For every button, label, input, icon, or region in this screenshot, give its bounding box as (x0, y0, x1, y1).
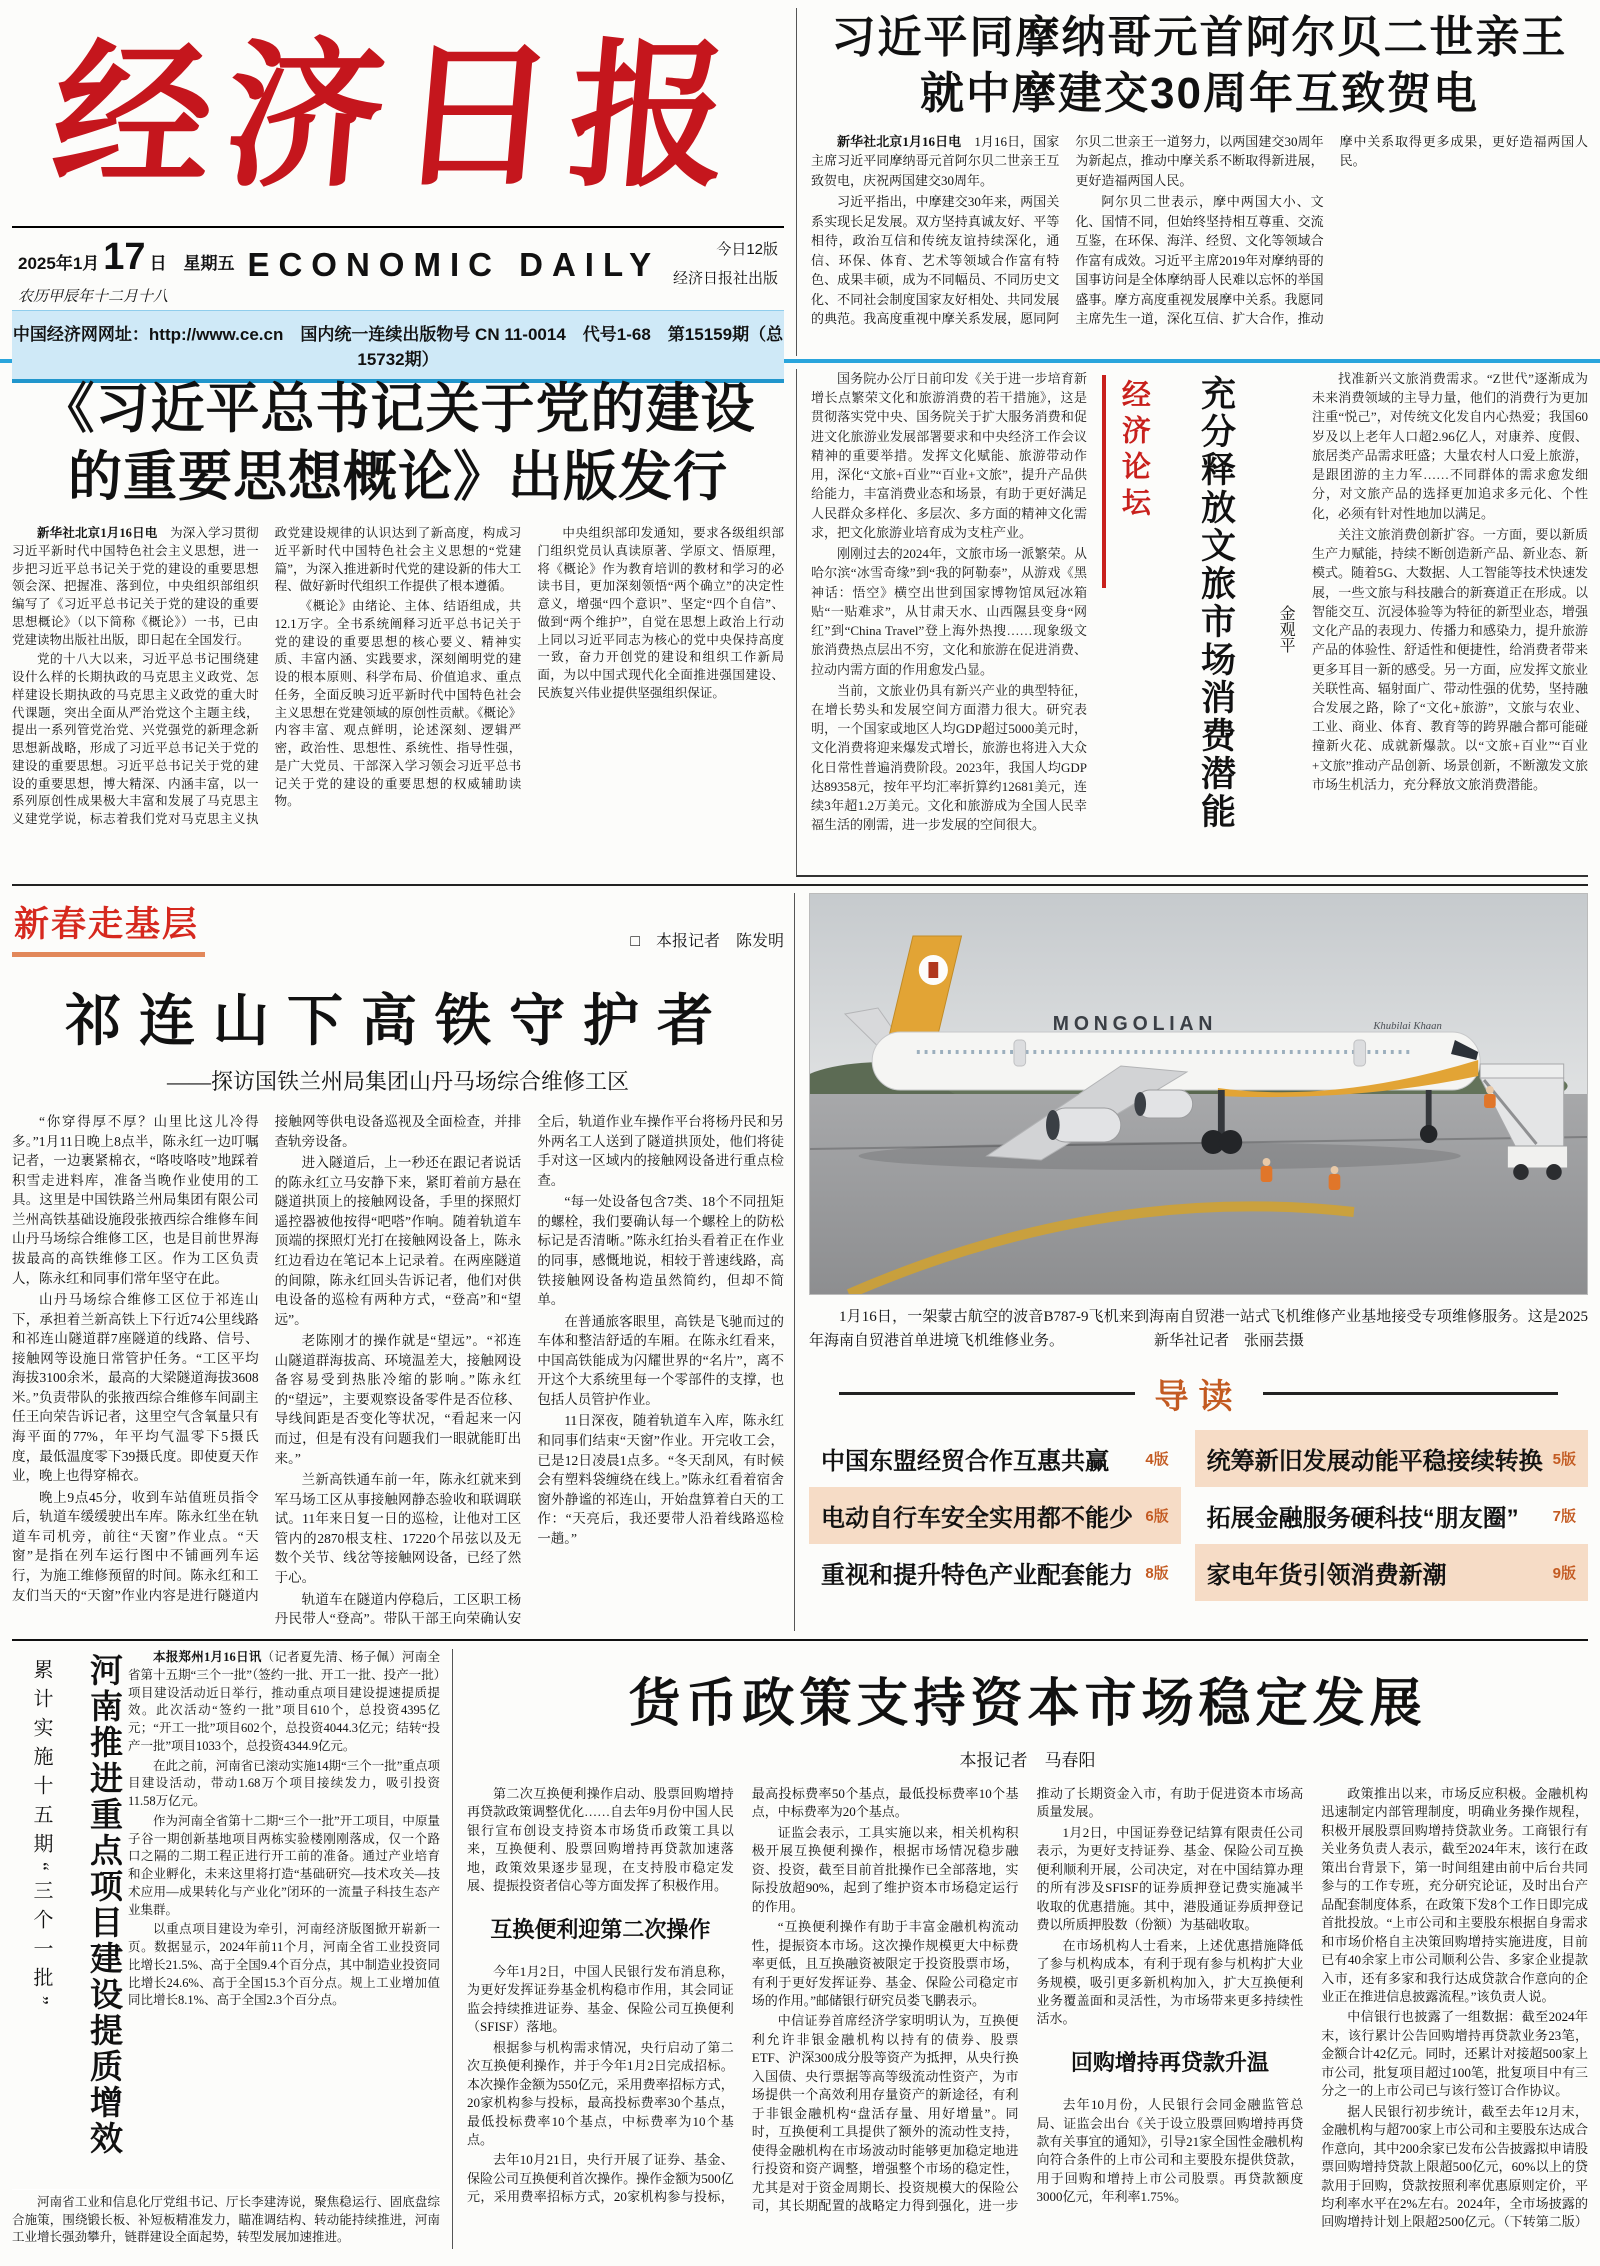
paragraph: 阿尔贝二世表示，摩中两国大小、文化、国情不同，但始终坚持相互尊重、交流互鉴，在环保、海洋、经贸、文化等领域合作富有成效。习近平主席2019年对摩纳哥的国事访问是全体摩纳哥人民难以忘怀的举国盛事。摩方高度重视发展摩中关系。我愿同主席先生一道，深化互信、扩大合作，推动摩中关系取得更多成果，更好造福两国人民。 (1075, 133, 1588, 327)
pages-today: 今日12版 (716, 241, 778, 258)
byline: 本报记者 马春阳 (959, 1751, 1096, 1770)
paragraph: 去年10月21日，央行开展了证券、基金、保险公司互换便利首次操作。操作金额为500亿元，采用费率招标方式，20家机构参与投标，最高投标费率50个基点，最低投标费率10个基点，中标费率为20个基点。 (467, 1786, 1019, 2205)
page-number: 4版 (1145, 1451, 1169, 1468)
news-photo-airplane (809, 893, 1588, 1295)
article-body (128, 1649, 440, 2189)
headline-line1: 《习近平总书记关于党的建设 (40, 379, 756, 439)
forum-author: 金观平 (1277, 605, 1295, 653)
paragraph: 据人民银行初步统计，截至去年12月末，金融机构与超700家上市公司和主要股东达成合作意向，其中200余家已发布公告披露拟申请股票回购增持贷款上限超500亿元，60%以上的贷款用于回购，贷款按照利率优惠原则定价，平均利率水平在2%左右。2024年，全市场披露的回购增持计划上限超2500亿元。（下转第二版） (1321, 2103, 1588, 2230)
paragraph: 作为河南全省第十二期“三个一批”开工项目，中原量子谷一期创新基地项目两栋实验楼刚刚落成，仅一个路口之隔的二期工程正进行开工前的准备。通过产业培育和企业孵化，未来这里将打造“基础研究—技术攻关—技术应用—成果转化与产业化”闭环的一流量子科技生态产业集群。 (128, 1813, 440, 1917)
photo-caption: 1月16日，一架蒙古航空的波音B787-9飞机来到海南自贸港一站式飞机维修产业基地接受专项维修服务。这是2025年海南自贸港首单进境飞机维修业务。 新华社记者 张丽芸摄 (809, 1305, 1588, 1353)
page-number: 5版 (1552, 1451, 1576, 1468)
paragraph: 《概论》由绪论、主体、结语组成，共12.1万字。全书系统阐释习近平总书记关于党的建设的重要思想的核心要义、精神实质、丰富内涵、实践要求，深刻阐明党的建设的根本原则、科学布局、价值追求、重点任务，全面反映习近平新时代中国特色社会主义思想在党建领域的原创性贡献。《概论》内容丰富、观点鲜明，论述深刻、逻辑严密，政治性、思想性、系统性、指导性强，是广大党员、干部深入学习领会习近平总书记关于党的建设的重要思想的权威辅助读物。 (274, 599, 522, 809)
rule-right (1263, 1392, 1559, 1395)
paragraph: 政策推出以来，市场反应积极。金融机构迅速制定内部管理制度，明确业务操作规程，积极开展股票回购增持贷款业务。工商银行有关业务负责人表示，截至2024年末，该行在政策出台背景下，第一时间组建由前中后台共同参与的工作专班，充分研究论证，及时出台产品配套制度体系，在政策下发8个工作日即完成首批投放。“上市公司和主要股东根据自身需求和市场价格自主决策回购增持实施进度，目前已有40余家上市公司顺利公告、多家企业提款入市，还有多家和我行达成贷款合作意向的企业正在推进信息披露流程。”该负责人说。 (1321, 1786, 1588, 2004)
airplane-illustration (810, 894, 1587, 1294)
article-headline: 祁连山下高铁守护者 (65, 991, 731, 1053)
lead-body (12, 525, 784, 843)
date-prefix: 2025年1月 (18, 254, 100, 273)
paragraph: 中央组织部印发通知，要求各级组织部门组织党员认真读原著、学原文、悟原理，将《概论》作为教育培训的教材和学习的必读书目，更加深刻领悟“两个确立”的决定性意义，增强“四个意识”、坚定“四个自信”、做到“两个维护”，自觉在思想上政治上行动上同以习近平同志为核心的党中央保持高度一致，奋力开创党的建设和组织工作新局面，为以中国式现代化全面推进强国建设、民族复兴伟业提供坚强组织保证。 (537, 526, 784, 700)
section-b (12, 893, 1588, 1631)
front-door (1354, 1040, 1366, 1066)
paragraph: 以重点项目建设为牵引，河南经济版图掀开崭新一页。数据显示，2024年前11个月，河南全省工业投资同比增长21.5%、高于全国9.4个百分点，其中制造业投资同比增长24.6%、高于全国15.3个百分点。规上工业增加值同比增长8.1%、高于全国2.3个百分点。 (128, 1922, 440, 2008)
dateline-lead: 新华社北京1月16日电 (37, 526, 158, 541)
guide-item[interactable]: 统筹新旧发展动能平稳接续转换 5版 (1195, 1430, 1588, 1487)
paragraph: 进入隧道后，上一秒还在跟记者说话的陈永红立马安静下来，紧盯着前方悬在隧道拱顶上的接触网设备，手里的探照灯遥控器被他按得“吧嗒”作响。随着轨道车顶端的探照灯光打在接触网设备上，陈永红边看边在笔记本上记录着。在两座隧道的间隙，陈永红回头告诉记者，他们对供电设备的巡检有两种方式，“登高”和“望远”。 (274, 1155, 522, 1327)
paragraph: 在市场机构人士看来，上述优惠措施降低了参与机构成本，有利于现有参与机构扩大业务规模，吸引更多新机构加入，扩大互换便利业务覆盖面和灵活性，为市场带来更多持续性活水。 (1036, 1937, 1304, 2027)
engine-outer-intake (1046, 1110, 1060, 1140)
reading-guide (809, 1369, 1588, 1601)
paragraph: 在此之前，河南省已滚动实施14期“三个一批”重点项目建设活动，带动1.68万个项目接续发力，吸引投资11.58万亿元。 (128, 1758, 440, 1808)
byline: □ 本报记者 陈发明 (630, 933, 784, 950)
edition-info (673, 236, 778, 293)
paragraph: 河南省工业和信息化厅党组书记、厅长李建涛说，聚焦稳运行、固底盘综合施策，围绕锻长板、补短板精准发力，瞄准调结构、转动能持续推进，河南工业增长强劲攀升，链群建设全面起势，转型发展加速推进。 (12, 2194, 440, 2245)
guide-item[interactable]: 家电年货引领消费新潮 9版 (1195, 1544, 1588, 1601)
henan-layout (12, 1649, 440, 2189)
article-headline: 货币政策支持资本市场稳定发展 (628, 1675, 1427, 1733)
headline-line1: 习近平同摩纳哥元首阿尔贝二世亲王 (831, 13, 1568, 62)
paragraph: 关注文旅消费创新扩容。一方面，要以新质生产力赋能，持续不断创造新产品、新业态、新模式。随着5G、大数据、人工智能等技术快速发展，一些文旅与科技融合的新赛道正在形成。以智能交互、沉浸体验等为特征的新型业态，增强文化产品的表现力、传播力和感染力，提升旅游产品的体验性、舒适性和便捷性，给消费者带来更多耳目一新的感受。另一方面，应发挥文旅业关联性高、辐射面广、带动性强的优势，坚持融合发展之路，除了“文化+旅游”，文旅与农业、工业、商业、体育、教育等的跨界融合都可能碰撞新火花、成就新爆款。以“文旅+百业”“百业+文旅”推动产品创新、场景创新，不断激发文旅市场生机活力，充分释放文旅消费潜能。 (1312, 526, 1588, 792)
paragraph: 新华社北京1月16日电 为深入学习贯彻习近平新时代中国特色社会主义思想，进一步把习近平总书记关于党的建设的重要思想领会深、把握准、落到位，中央组织部组织编写了《习近平总书记关于党的建设的重要思想概论》（以下简称《概论》）一书，已由党建读物出版社出版，即日起在全国发行。 (12, 526, 259, 647)
publication-info-bar: 中国经济网网址：http://www.ce.cn 国内统一连续出版物号 CN 11-0014 代号1-68 第15159期（总15732期） (12, 310, 784, 383)
newspaper-logo: 经济日报 (45, 24, 751, 209)
headline-line2: 的重要思想概论》出版发行 (68, 447, 728, 508)
guide-items (809, 1430, 1588, 1601)
article-body (467, 1785, 1588, 2233)
lead-headline (12, 375, 784, 511)
article-monetary-policy (452, 1649, 1588, 2249)
dateline-lead: 本报郑州1月16日讯 (153, 1650, 262, 1664)
guide-title: 导读 (1154, 1378, 1243, 1416)
paragraph: 新华社北京1月16日电 1月16日，国家主席习近平同摩纳哥元首阿尔贝二世亲王互致贺电，庆祝两国建交30周年。 (811, 133, 1060, 188)
section-a (12, 369, 1588, 877)
headline-line2: 就中摩建交30周年互致贺电 (920, 68, 1479, 118)
paragraph: 习近平指出，中摩建交30年来，两国关系实现长足发展。双方坚持真诚友好、平等相待，政治互信和传统友谊持续深化，通信、环保、体育、艺术等领域合作富有特色、成果丰硕，成为不同幅员、不同历史文化、不同社会制度国家友好相处、共同发展的典范。我高度重视中摩关系发展，愿同阿尔贝二世亲王一道努力，以两国建交30周年为新起点，推动中摩关系不断取得新进展，更好造福两国人民。 (811, 133, 1324, 327)
guide-title-row (839, 1369, 1558, 1418)
engine-inner-intake (1134, 1092, 1146, 1116)
vertical-headline: 河南推进重点项目建设提质增效 (86, 1653, 123, 2157)
forum-column-2 (1312, 369, 1588, 865)
guide-item[interactable]: 中国东盟经贸合作互惠共赢 4版 (821, 1448, 1169, 1475)
header (12, 8, 1588, 369)
nose-gear-strut (1426, 1090, 1432, 1128)
english-title: ECONOMIC DAILY (247, 246, 661, 283)
main-gear-strut (1218, 1090, 1225, 1136)
paragraph: “互换便利操作有助于丰富金融机构流动性，提振资本市场。这次操作规模更大中标费率更低，且互换融资被限定于投资股票市场，有利于更好发挥证券、基金、保险公司稳定市场的作用。”邮储银行研究员娄飞鹏表示。 (751, 1919, 1019, 2008)
article-footer-paragraph (12, 2189, 440, 2249)
fuselage (872, 1032, 1480, 1090)
subheading-swap-facility: 互换便利迎第二次操作 (490, 1916, 711, 1942)
article-headline (811, 10, 1588, 122)
photo-credit: 新华社记者 张丽芸摄 (1154, 1333, 1305, 1349)
paragraph: “每一处设备包含7类、18个不同扭矩的螺栓，我们要确认每一个螺栓上的防松标记是否清晰。”陈永红抬头看着正在作业的同事，感慨地说，相较于普速线路，高铁接触网设备构造虽然简约，但却不简单。 (537, 1194, 784, 1308)
forum-title-block (1087, 369, 1312, 865)
paragraph: 国务院办公厅日前印发《关于进一步培育新增长点繁荣文化和旅游消费的若干措施》，这是贯彻落实党中央、国务院关于扩大服务消费和促进文化旅游业发展部署要求和中央经济工作会议精神的重要举措。发挥文化赋能、旅游带动作用，深化“文旅+百业”“百业+文旅”，提升产品供给能力，丰富消费业态和场景，有助于更好满足人民群众多样化、多层次、多方面的精神文化需求，把文化旅游业培育成为支柱产业。 (811, 371, 1087, 540)
paragraph: 1月2日，中国证券登记结算有限责任公司表示，为更好支持证券、基金、保险公司互换便利顺利开展，公司决定，对在中国结算办理的所有涉及SFISF的证券质押登记费实施减半收取的优惠措施。其中，港股通证券质押登记费以所质押股数（份额）为基础收取。 (1036, 1824, 1304, 1933)
subheading-buyback-loans: 回购增持再贷款升温 (1070, 2049, 1269, 2075)
date-suffix: 日 星期五 (149, 254, 235, 273)
engine-outer (1049, 1108, 1121, 1142)
paragraph: 11日深夜，随着轨道车入库，陈永红和同事们结束“天窗”作业。开完收工会，已是12日凌晨1点多。“冬天刮风，有时候会有塑料袋缠绕在线上。”陈永红看着宿舍窗外静谧的祁连山，开始盘算着白天的工作：“天亮后，我还要带人沿着线路巡检一趟。” (537, 1413, 784, 1546)
paragraph: 证监会表示，工具实施以来，相关机构积极开展互换便利操作，根据市场情况稳步融资、投资，截至目前首批操作已全部落地，实际投放超90%，起到了维护资本市场稳定运行的作用。 (751, 1824, 1019, 1914)
nose-gear-wheel (1420, 1125, 1437, 1143)
paragraph: 第二次互换便利操作启动、股票回购增持再贷款政策调整优化……自去年9月份中国人民银行宣布创设支持资本市场货币政策工具以来，互换便利、股票回购增持再贷款加速落地，政策效果逐步显现，在支持股市稳定发展、提振投资者信心等方面发挥了积极作用。 (467, 1786, 734, 1894)
masthead (12, 8, 784, 369)
forum-layout (811, 369, 1588, 865)
paragraph: 根据参与机构需求情况，央行启动了第二次互换便利操作，并于今年1月2日完成招标。本次操作金额为550亿元，采用费率招标方式，20家机构参与投标，最高投标费率30个基点，最低投标费率10个基点，中标费率为10个基点。 (467, 2039, 734, 2148)
paragraph: 刚刚过去的2024年，文旅市场一派繁荣。从哈尔滨“冰雪奇缘”到“我的阿勒泰”，从游戏《黑神话：悟空》横空出世到国家博物馆凤冠冰箱贴“一贴难求”，从甘肃天水、山西隰县变身“网红”到“China Travel”登上海外热搜……现象级文旅消费热点层出不穷，文化和旅游在促进消费、拉动内需方面的作用愈发凸显。 (811, 546, 1087, 677)
vertical-kicker: 累计实施十五期“三个一批” (30, 1659, 52, 2014)
section-divider (12, 884, 1588, 886)
paragraph: 山丹马场综合维修工区位于祁连山下，承担着兰新高铁上下行近74公里线路和祁连山隧道群7座隧道的线路、信号、接触网等设施日常管护任务。“工区平均海拔3100余米，最高的大梁隧道海拔3608米。”负责带队的张掖西综合维修车间副主任王向荣告诉记者，这里空气含氧量只有海平面的77%，年平均气温零下5摄氏度，最低温度零下39摄氏度。即使夏天作业，晚上也得穿棉衣。 (12, 1292, 259, 1484)
page-number: 8版 (1145, 1565, 1169, 1582)
article-greeting-telegram (796, 8, 1588, 356)
paragraph: “你穿得厚不厚？山里比这儿冷得多。”1月11日晚上8点半，陈永红一边叮嘱记者，一边裹紧棉衣，“咯吱咯吱”地踩着积雪走进料库，准备当晚作业使用的工具。这里是中国铁路兰州局集团有限公司兰州高铁基础设施段张掖西综合维修车间山丹马场综合维修工区，也是目前世界海拔最高的高铁维修工区。作为工区负责人，陈永红和同事们常年坚守在此。 (12, 1114, 259, 1286)
plane-title-text: MONGOLIAN (1052, 1012, 1218, 1036)
forum-headline: 充分释放文旅市场消费潜能 (1196, 375, 1236, 831)
article-body (811, 132, 1588, 344)
section-c (12, 1649, 1588, 2249)
plane-shadow (859, 1142, 1461, 1170)
column-label-new-spring-grassroots: 新春走基层 (12, 897, 205, 957)
article-body (12, 1112, 784, 1632)
paragraph: 去年10月份，人民银行会同金融监管总局、证监会出台《关于设立股票回购增持再贷款有关事宜的通知》，引导21家全国性金融机构向符合条件的上市公司和主要股东提供贷款，用于回购和增持上市公司股票。再贷款额度3000亿元，年利率1.75%。 (1036, 2097, 1304, 2205)
paragraph: 兰新高铁通车前一年，陈永红就来到军马场工区从事接触网静态验收和联调联试。11年来日复一日的巡检，让他对工区管内的2870根支柱、17220个吊弦以及无数个关节、线岔等接触网设备，已经了然于心。 (274, 1472, 522, 1585)
article-high-speed-rail-guardians (12, 893, 794, 1631)
page-number: 9版 (1552, 1565, 1576, 1582)
paragraph: 中信证券首席经济学家明明认为，互换便利允许非银金融机构以持有的债券、股票ETF、沪深300成分股等资产为抵押，从央行换入国债、央行票据等高等级流动性资产，为市场提供一个高效利用存量资产的新途径，有利于非银金融机构“盘活存量、用好增量”。同时，互换便利工具提供了额外的流动性支持，使得金融机构在市场波动时能够更加稳定地进行投资和资产调整，增强整个市场的稳定性，尤其是对于资金周期长、投资规模大的保险公司，其长期配置的战略定力得到强化，进一步推动了长期资金入市，有助于促进资本市场高质量发展。 (751, 1786, 1304, 2213)
article-henan-projects (12, 1649, 440, 2249)
date-day: 17 (103, 236, 146, 278)
paragraph: 找准新兴文旅消费需求。“Z世代”逐渐成为未来消费领域的主导力量，他们的消费行为更加注重“悦己”，对传统文化发自内心热爱；我国60岁及以上老年人口超2.96亿人，对康养、度假、旅居类产品需求旺盛；大量农村人口爱上旅游，是跟团游的主力军……不同群体的需求愈发细分，对文旅产品的选择更加追求多元化、个性化，必须有针对性地加以满足。 (1312, 371, 1588, 521)
publisher: 经济日报社出版 (672, 269, 778, 287)
rule-left (839, 1392, 1135, 1395)
photo-and-guide (794, 893, 1588, 1631)
article-kicker-row (12, 897, 784, 957)
paragraph: 在普通旅客眼里，高铁是飞驰而过的车体和整洁舒适的车厢。在陈永红看来，中国高铁能成为闪耀世界的“名片”，离不开这个大系统里每一个零部件的支撑，也包括人员管护作业。 (537, 1313, 784, 1407)
paragraph: 当前，文旅业仍具有新兴产业的典型特征，在增长势头和发展空间方面潜力很大。研究表明，一个国家或地区人均GDP超过5000美元时，文化消费将迎来爆发式增长，旅游也将进入大众化日常性普遍消费阶段。2023年，我国人均GDP达89358元，按年平均汇率折算约12681美元，连续3年超1.2万美元。文化和旅游成为全国人民幸福生活的刚需，进一步发展的空间很大。 (811, 682, 1087, 833)
lunar-date: 农历甲辰年十二月十八 (18, 288, 169, 305)
tail-emblem-glyph (928, 962, 938, 978)
dateline-lead: 新华社北京1月16日电 (837, 133, 962, 149)
dateline (12, 226, 784, 310)
paragraph: 今年1月2日，中国人民银行发布消息称，为更好发挥证券基金机构稳市作用，其会同证监会持续推进证券、基金、保险公司互换便利（SFISF）落地。 (467, 1963, 734, 2035)
guide-item[interactable]: 重视和提升特色产业配套能力 8版 (821, 1562, 1169, 1589)
article-lead-publication (12, 369, 784, 877)
paragraph: 中信银行也披露了一组数据：截至2024年末，该行累计公告回购增持再贷款业务23笔，金额合计42亿元。同时，还累计对接超500家上市公司，批复项目超过100笔，批复项目中有三分之一的上市公司已与该行签订合作协议。 (1321, 2009, 1588, 2099)
rear-door (1014, 1040, 1026, 1066)
paragraph: 党的十八大以来，习近平总书记围绕建设什么样的长期执政的马克思主义政党、怎样建设长期执政的马克思主义政党的重大时代课题，突出全面从严治党这个主题主线，提出一系列管党治党、兴党强党的新理念新思想新战略，形成了习近平总书记关于党的建设的重要思想。习近平总书记关于党的建设的重要思想，博大精深、内涵丰富，以一系列原创性成果极大丰富和发展了马克思主义建党学说，标志着我们党对马克思主义执政党建设规律的认识达到了新高度，构成习近平新时代中国特色社会主义思想的“党建篇”，为深入推进新时代党的建设新的伟大工程、做好新时代组织工作提供了根本遵循。 (12, 526, 522, 827)
article-subtitle: ——探访国铁兰州局集团山丹马场综合维修工区 (166, 1069, 629, 1094)
article-economic-forum (796, 369, 1588, 877)
guide-item[interactable]: 电动自行车安全实用都不能少 6版 (809, 1487, 1181, 1544)
main-gear-wheel-2 (1219, 1130, 1242, 1154)
paragraph: 本报郑州1月16日讯（记者夏先清、杨子佩）河南全省第十五期“三个一批”（签约一批、开工一批、投产一批）项目建设活动近日举行，推动重点项目建设提速提质提效。此次活动“签约一批”项目610个，总投资4395亿元；“开工一批”项目602个，总投资4044.3亿元；结转“投产一批”项目1033个，总投资4344.9亿元。 (128, 1650, 440, 1753)
plane-name-text: Khubilai Khaan (1373, 1019, 1442, 1033)
paragraph: 轨道车在隧道内停稳后，工区职工杨丹民带人“登高”。带队干部王向荣确认安全后，轨道作业车操作平台将杨丹民和另外两名工人送到了隧道拱顶处，他们将徒手对这一区域内的接触网设备进行重点检查。 (274, 1114, 784, 1627)
date-block (18, 236, 235, 306)
paragraph: 晚上9点45分，收到车站值班员指令后，轨道车缓缓驶出车库。陈永红坐在轨道车司机旁，前往“天窗”作业点。“天窗”是指在列车运行图中不铺画列车运行，为施工维修预留的时间。陈永红和工友们当天的“天窗”作业内容是进行隧道内接触网等供电设备巡视及全面检查，并排查轨旁设备。 (12, 1114, 522, 1603)
column-label-economic-forum: 经济论坛 (1102, 375, 1157, 588)
page-number: 6版 (1145, 1508, 1169, 1525)
forum-column-1 (811, 369, 1087, 865)
guide-item[interactable]: 拓展金融服务硬科技“朋友圈” 7版 (1206, 1505, 1576, 1532)
paragraph: 老陈刚才的操作就是“望远”。“祁连山隧道群海拔高、环境温差大，接触网设备容易受到热胀冷缩的影响。”陈永红的“望远”，主要观察设备零件是否位移、导线间距是否变化等状况，“看起来一闪而过，但是有没有问题我们一眼就能盯出来。” (274, 1333, 522, 1466)
section-divider (12, 1639, 1588, 1641)
page-number: 7版 (1552, 1508, 1576, 1525)
